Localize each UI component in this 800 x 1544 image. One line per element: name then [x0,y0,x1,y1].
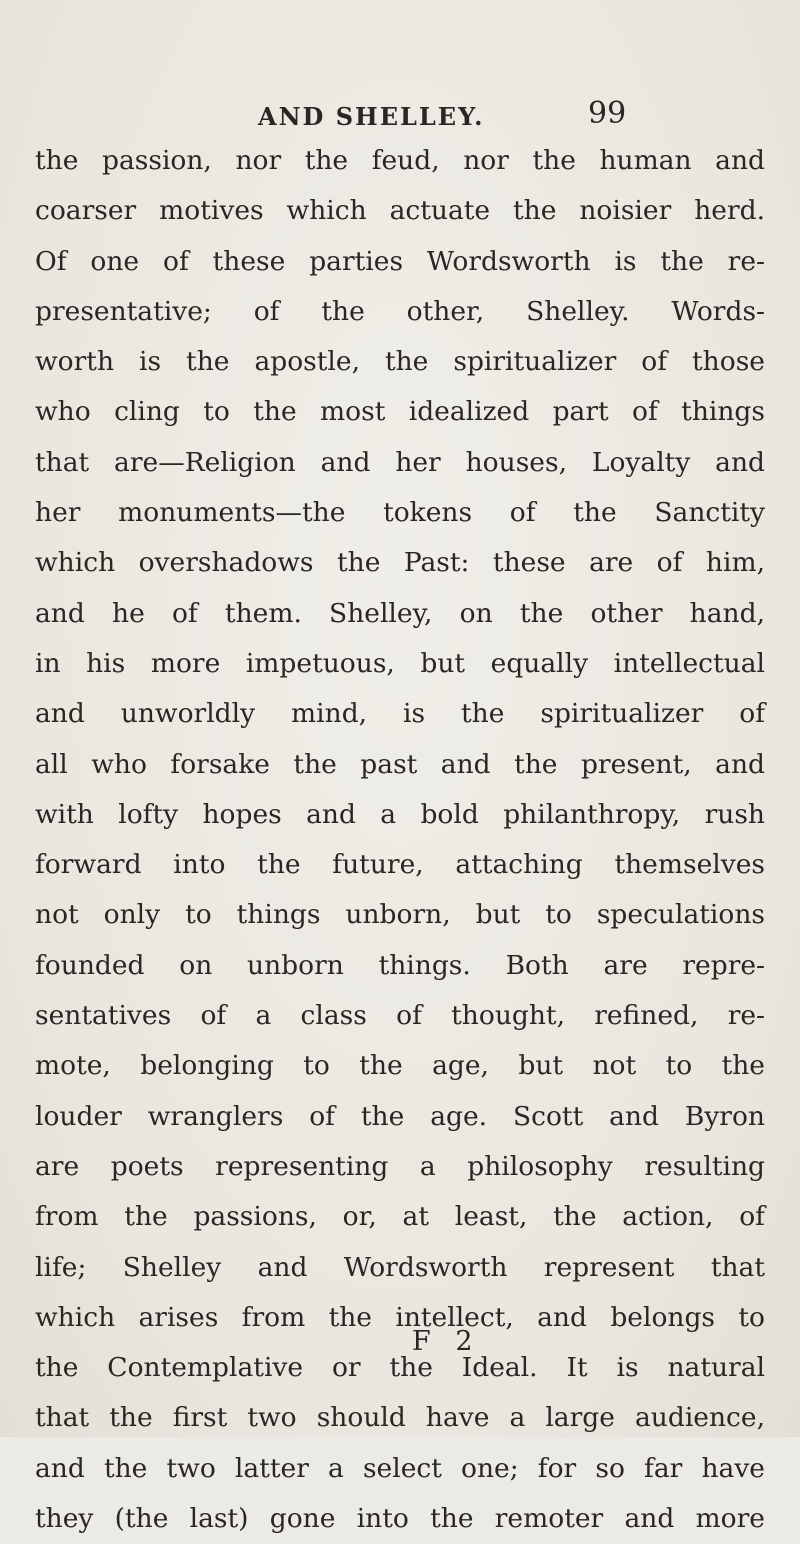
text-line: life; Shelley and Wordsworth represent that [35,1251,765,1283]
text-line: all who forsake the past and the present, and [35,748,765,780]
body-text [35,136,765,1544]
text-line: which arises from the intellect, and belongs to [35,1301,765,1333]
text-line: and he of them. Shelley, on the other hand, [35,597,765,629]
signature-mark: F 2 [412,1326,481,1357]
text-line: mote, belonging to the age, but not to the [35,1050,765,1082]
text-line: that are—Religion and her houses, Loyalty and [35,446,765,478]
text-line: that the first two should have a large audience, [35,1402,765,1434]
text-line: in his more impetuous, but equally intellectual [35,647,765,679]
text-line: worth is the apostle, the spiritualizer of those [35,346,765,378]
text-line: not only to things unborn, but to speculations [35,899,765,931]
text-line: coarser motives which actuate the noisier herd. [35,195,765,227]
text-line: and the two latter a select one; for so far have [35,1452,765,1484]
text-line: forward into the future, attaching themselves [35,849,765,881]
text-line: Of one of these parties Wordsworth is the re- [35,245,765,277]
page-number: 99 [588,96,627,131]
text-line: which overshadows the Past: these are of him, [35,547,765,579]
text-line: founded on unborn things. Both are repre- [35,949,765,981]
text-line: who cling to the most idealized part of things [35,396,765,428]
text-line: louder wranglers of the age. Scott and Byron [35,1100,765,1132]
text-line: and unworldly mind, is the spiritualizer of [35,698,765,730]
text-line: are poets representing a philosophy resulting [35,1150,765,1182]
text-line: sentatives of a class of thought, refined, re- [35,1000,765,1032]
running-head: AND SHELLEY. [258,102,485,131]
text-line: presentative; of the other, Shelley. Words- [35,295,765,327]
text-line: the Contemplative or the Ideal. It is natural [35,1352,765,1384]
text-line: the passion, nor the feud, nor the human and [35,145,765,176]
text-line: from the passions, or, at least, the action, of [35,1201,765,1233]
text-line: with lofty hopes and a bold philanthropy, rush [35,798,765,830]
page-header [0,96,800,140]
text-line: her monuments—the tokens of the Sanctity [35,497,765,529]
text-line: they (the last) gone into the remoter and more [35,1503,765,1535]
